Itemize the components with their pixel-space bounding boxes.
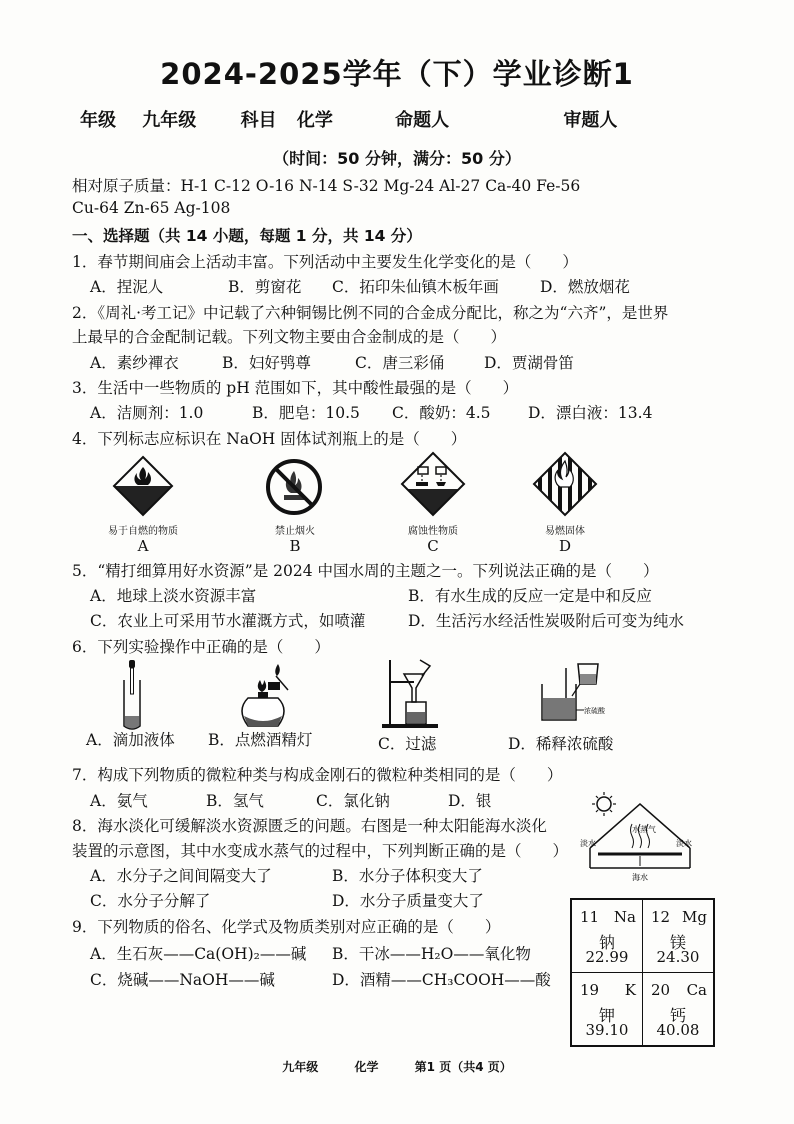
question-2-stem-1: 2．《周礼·考工记》中记载了六种铜锡比例不同的合金成分配比，称之为“六齐”，是世界 xyxy=(72,304,669,322)
atomic-mass-line2: Cu-64 Zn-65 Ag-108 xyxy=(72,199,231,217)
atomic-number: 19 xyxy=(580,981,600,999)
q9-option-b: B．干冰——H₂O——氧化物 xyxy=(332,945,531,963)
sign-a-letter: A xyxy=(137,537,149,555)
atomic-number: 11 xyxy=(580,908,600,926)
element-symbol: Mg xyxy=(682,908,707,926)
question-9-stem: 9．下列物质的俗名、化学式及物质类别对应正确的是（ ） xyxy=(72,918,501,936)
footer-subject: 化学 xyxy=(354,1060,379,1074)
element-name: 钾 xyxy=(598,1006,615,1025)
q5-option-b: B．有水生成的反应一定是中和反应 xyxy=(408,587,652,605)
sign-b-letter: B xyxy=(289,537,301,555)
q2-option-b: B．妇好鸮尊 xyxy=(222,354,311,372)
sign-d-caption: 易燃固体 xyxy=(545,526,585,537)
spontaneous-combustion-sign-icon xyxy=(112,455,174,517)
exam-title: 2024-2025学年（下）学业诊断1 xyxy=(160,57,634,91)
element-name: 镁 xyxy=(669,933,686,952)
section-heading: 一、选择题（共 14 小题，每题 1 分，共 14 分） xyxy=(72,227,422,245)
q3-option-b: B．肥皂：10.5 xyxy=(252,404,360,422)
atomic-mass: 39.10 xyxy=(585,1021,629,1039)
sign-a-caption: 易于自燃的物质 xyxy=(108,526,178,537)
footer-grade: 九年级 xyxy=(282,1060,319,1074)
atomic-number: 12 xyxy=(651,908,671,926)
q3-option-a: A．洁厕剂：1.0 xyxy=(90,404,204,422)
diluting-acid-figure xyxy=(536,660,608,730)
fresh-water-right-label: 淡水 xyxy=(676,839,692,848)
footer-page-number: 第1 页（共4 页） xyxy=(414,1060,512,1074)
q3-option-d: D．漂白液：13.4 xyxy=(528,404,653,422)
q1-option-b: B．剪窗花 xyxy=(228,278,302,296)
subject-value: 化学 xyxy=(296,110,333,131)
element-cell-k xyxy=(571,973,643,1047)
element-symbol: K xyxy=(624,981,636,999)
alcohol-lamp-figure xyxy=(238,660,308,732)
setter-label: 命题人 xyxy=(395,110,450,131)
q7-option-d: D．银 xyxy=(448,792,492,810)
question-2-stem-2: 上最早的合金配制记载。下列文物主要由合金制成的是（ ） xyxy=(72,328,507,346)
question-7-stem: 7．构成下列物质的微粒种类与构成金刚石的微粒种类相同的是（ ） xyxy=(72,766,563,784)
q6-option-a: A．滴加液体 xyxy=(86,731,175,749)
grade-label: 年级 xyxy=(80,110,116,131)
dropper-test-tube-figure xyxy=(112,660,152,732)
q6-option-b: B．点燃酒精灯 xyxy=(208,731,313,749)
q9-option-a: A．生石灰——Ca(OH)₂——碱 xyxy=(90,945,307,963)
corrosive-sign-icon xyxy=(400,451,466,517)
q8-option-a: A．水分子之间间隔变大了 xyxy=(90,867,272,885)
question-4-stem: 4．下列标志应标识在 NaOH 固体试剂瓶上的是（ ） xyxy=(72,430,467,448)
exam-meta-row xyxy=(80,106,617,132)
q2-option-c: C．唐三彩俑 xyxy=(355,354,445,372)
fresh-water-left-label: 淡水 xyxy=(580,839,596,848)
element-symbol: Ca xyxy=(686,981,707,999)
grade-value: 九年级 xyxy=(142,110,197,131)
no-fire-sign-icon xyxy=(264,457,324,517)
question-8-stem-1: 8．海水淡化可缓解淡水资源匮乏的问题。右图是一种太阳能海水淡化 xyxy=(72,817,547,835)
flammable-solid-sign-icon xyxy=(532,451,598,517)
q8-option-b: B．水分子体积变大了 xyxy=(332,867,483,885)
element-cell-ca xyxy=(643,973,715,1047)
q1-option-c: C．拓印朱仙镇木板年画 xyxy=(332,278,499,296)
question-5-stem: 5．“精打细算用好水资源”是 2024 中国水周的主题之一。下列说法正确的是（ ） xyxy=(72,562,659,580)
sign-c-letter: C xyxy=(427,537,439,555)
sea-water-label: 海水 xyxy=(632,873,648,882)
q2-option-d: D．贾湖骨笛 xyxy=(484,354,574,372)
element-cell-na xyxy=(571,899,643,973)
element-symbol: Na xyxy=(613,908,636,926)
time-info: （时间：50 分钟，满分：50 分） xyxy=(273,149,521,168)
atomic-mass: 22.99 xyxy=(585,948,629,966)
element-name: 钙 xyxy=(669,1006,686,1025)
q5-option-c: C．农业上可采用节水灌溉方式，如喷灌 xyxy=(90,612,366,630)
page-footer xyxy=(0,1058,794,1075)
q6-option-c: C．过滤 xyxy=(378,735,437,753)
subject-label: 科目 xyxy=(240,110,277,131)
q7-option-b: B．氢气 xyxy=(206,792,264,810)
vapor-label: 水蒸气 xyxy=(632,825,656,834)
q8-option-d: D．水分子质量变大了 xyxy=(332,892,484,910)
q3-option-c: C．酸奶：4.5 xyxy=(392,404,491,422)
q9-option-d: D．酒精——CH₃COOH——酸 xyxy=(332,971,551,989)
sign-b-caption: 禁止烟火 xyxy=(275,526,315,537)
atomic-number: 20 xyxy=(651,981,671,999)
q7-option-c: C．氯化钠 xyxy=(316,792,390,810)
atomic-mass: 24.30 xyxy=(656,948,700,966)
q5-option-d: D．生活污水经活性炭吸附后可变为纯水 xyxy=(408,612,684,630)
sign-d-letter: D xyxy=(558,537,572,555)
question-3-stem: 3．生活中一些物质的 pH 范围如下，其中酸性最强的是（ ） xyxy=(72,379,519,397)
element-name: 钠 xyxy=(598,933,615,952)
acid-figure-label: 浓硫酸 xyxy=(584,707,605,715)
sign-c-caption: 腐蚀性物质 xyxy=(408,526,458,537)
q1-option-a: A．捏泥人 xyxy=(90,278,164,296)
atomic-mass-line1: 相对原子质量：H-1 C-12 O-16 N-14 S-32 Mg-24 Al-27 Ca-40 Fe-56 xyxy=(72,177,581,195)
question-1-stem: 1．春节期间庙会上活动丰富。下列活动中主要发生化学变化的是（ ） xyxy=(72,253,578,271)
q5-option-a: A．地球上淡水资源丰富 xyxy=(90,587,257,605)
q9-option-c: C．烧碱——NaOH——碱 xyxy=(90,971,275,989)
reviewer-label: 审题人 xyxy=(563,110,618,131)
filtration-figure xyxy=(380,658,440,730)
element-cell-mg xyxy=(643,899,715,973)
atomic-mass: 40.08 xyxy=(656,1021,700,1039)
q7-option-a: A．氨气 xyxy=(90,792,148,810)
periodic-table-excerpt xyxy=(570,898,715,1047)
q6-option-d: D．稀释浓硫酸 xyxy=(508,735,614,753)
q2-option-a: A．素纱襌衣 xyxy=(90,354,179,372)
q1-option-d: D．燃放烟花 xyxy=(540,278,630,296)
question-8-stem-2: 装置的示意图，其中水变成水蒸气的过程中，下列判断正确的是（ ） xyxy=(72,842,569,860)
solar-desalination-figure xyxy=(576,790,696,890)
question-6-stem: 6．下列实验操作中正确的是（ ） xyxy=(72,638,330,656)
q8-option-c: C．水分子分解了 xyxy=(90,892,211,910)
sun-icon xyxy=(597,797,611,811)
